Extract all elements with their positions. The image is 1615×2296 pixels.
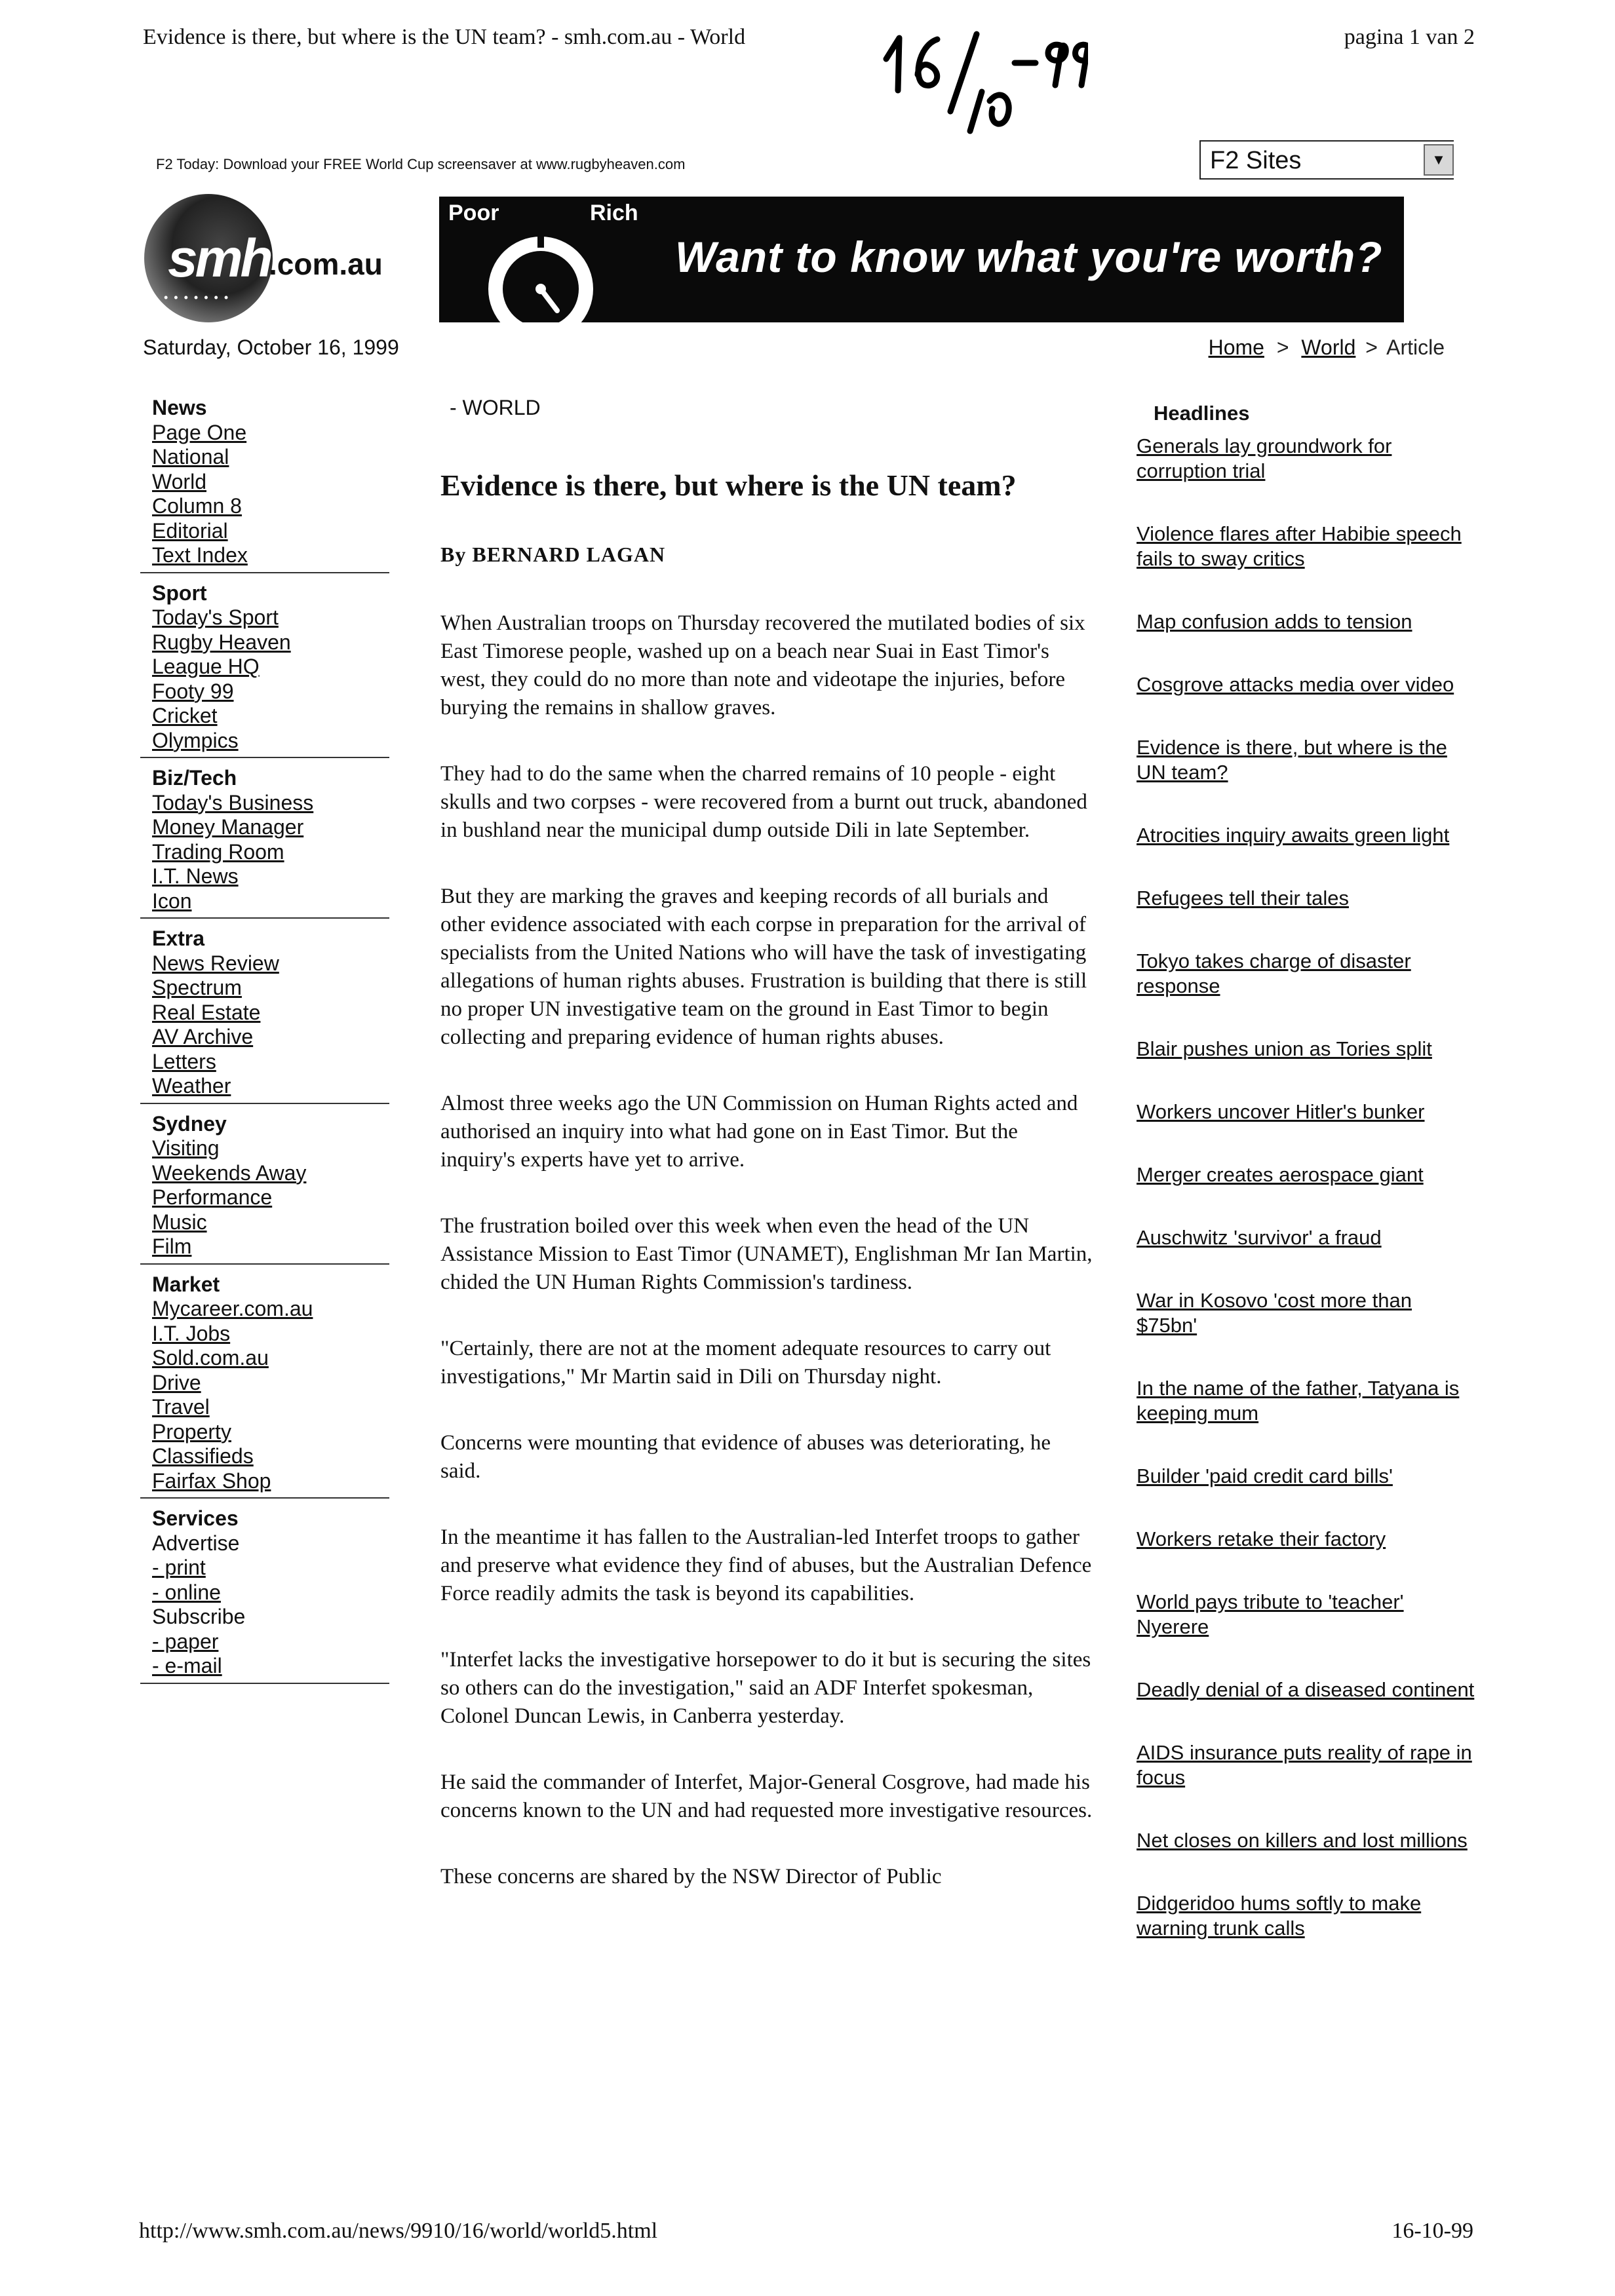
nav-section — [140, 927, 389, 1104]
nav-link[interactable]: Cricket — [152, 704, 218, 727]
breadcrumb-separator: > — [1276, 335, 1289, 359]
nav-link[interactable]: Film — [152, 1234, 192, 1258]
article-paragraph: When Australian troops on Thursday recovered the mutilated bodies of six East Timorese people, washed up on a beach near Suai in East Timor's west, they could do no more than note and videotape the injuries, before burying the remains in shallow graves. — [440, 611, 1085, 719]
left-nav — [140, 396, 389, 1692]
gauge-icon — [485, 233, 596, 322]
nav-link[interactable]: Performance — [152, 1185, 273, 1209]
nav-link[interactable]: Trading Room — [152, 839, 284, 864]
nav-section — [140, 1272, 389, 1499]
headline-link[interactable]: Atrocities inquiry awaits green light — [1137, 824, 1450, 847]
handwritten-date-annotation — [872, 20, 1088, 138]
headline-link[interactable]: War in Kosovo 'cost more than $75bn' — [1137, 1289, 1412, 1337]
nav-link[interactable]: Mycareer.com.au — [152, 1297, 313, 1320]
nav-link[interactable]: I.T. Jobs — [152, 1321, 231, 1345]
nav-section-heading: Market — [152, 1272, 220, 1296]
logo-mark: smh — [168, 229, 271, 288]
nav-link[interactable]: Footy 99 — [152, 679, 234, 703]
nav-link[interactable]: Spectrum — [152, 976, 242, 999]
article-byline: By BERNARD LAGAN — [440, 543, 666, 566]
f2-sites-select[interactable] — [1199, 140, 1454, 180]
breadcrumb-world-link[interactable]: World — [1301, 335, 1356, 359]
nav-link[interactable]: Money Manager — [152, 815, 304, 839]
headline-link[interactable]: Violence flares after Habibie speech fails to sway critics — [1137, 522, 1462, 570]
headline-link[interactable]: Net closes on killers and lost millions — [1137, 1829, 1468, 1852]
nav-link[interactable]: - paper — [152, 1629, 219, 1653]
banner-tagline: Want to know what you're worth? — [675, 233, 1383, 281]
nav-section-heading: News — [152, 396, 207, 419]
headline-link[interactable]: Refugees tell their tales — [1137, 887, 1349, 909]
nav-link[interactable]: Visiting — [152, 1136, 220, 1160]
nav-link[interactable]: Column 8 — [152, 494, 242, 518]
print-footer-date: 16-10-99 — [1391, 2219, 1473, 2243]
article-paragraph: "Certainly, there are not at the moment adequate resources to carry out investigations," Mr Martin said in Dili on Thursday night. — [440, 1337, 1051, 1388]
headline-link[interactable]: In the name of the father, Tatyana is keeping mum — [1137, 1377, 1460, 1425]
nav-section-heading: Biz/Tech — [152, 766, 237, 790]
nav-link[interactable]: Olympics — [152, 728, 239, 752]
nav-link[interactable]: Property — [152, 1419, 231, 1444]
nav-link[interactable]: Today's Sport — [152, 605, 279, 629]
article-paragraph: Concerns were mounting that evidence of abuses was deteriorating, he said. — [440, 1431, 1051, 1483]
nav-link[interactable]: Editorial — [152, 518, 228, 543]
article-paragraph: These concerns are shared by the NSW Director of Public — [440, 1865, 942, 1888]
nav-section — [140, 581, 389, 759]
nav-section — [140, 766, 389, 919]
article-title: Evidence is there, but where is the UN team? — [440, 469, 1017, 502]
breadcrumb-separator: > — [1365, 335, 1378, 359]
nav-link[interactable]: - print — [152, 1556, 206, 1579]
nav-section-heading: Services — [152, 1506, 239, 1530]
nav-link[interactable]: Sold.com.au — [152, 1346, 269, 1369]
nav-link[interactable]: Classifieds — [152, 1444, 254, 1468]
nav-section-heading: Sydney — [152, 1111, 227, 1136]
nav-link[interactable]: Rugby Heaven — [152, 630, 291, 654]
breadcrumb — [1209, 335, 1445, 360]
print-footer-url: http://www.smh.com.au/news/9910/16/world/world5.html — [139, 2219, 658, 2243]
headline-link[interactable]: Cosgrove attacks media over video — [1137, 673, 1454, 696]
ad-banner[interactable] — [439, 197, 1404, 322]
nav-link[interactable]: League HQ — [152, 655, 260, 678]
headline-link[interactable]: World pays tribute to 'teacher' Nyerere — [1137, 1590, 1404, 1638]
print-header-title: Evidence is there, but where is the UN team? - smh.com.au - World — [143, 25, 746, 49]
nav-link[interactable]: - e-mail — [152, 1654, 222, 1677]
promo-text: F2 Today: Download your FREE World Cup screensaver at www.rugbyheaven.com — [156, 156, 686, 172]
headline-link[interactable]: Map confusion adds to tension — [1137, 610, 1412, 633]
f2-sites-value: F2 Sites — [1210, 147, 1302, 174]
article-paragraph: In the meantime it has fallen to the Australian-led Interfet troops to gather and preserve what evidence they find of abuses, but the Australian Defence Force readily admits the task is beyond its capabilities. — [440, 1525, 1092, 1605]
nav-link[interactable]: Music — [152, 1210, 207, 1234]
banner-rich-label: Rich — [590, 201, 638, 225]
nav-link[interactable]: Text Index — [152, 543, 248, 567]
banner-poor-label: Poor — [448, 201, 499, 225]
nav-link[interactable]: I.T. News — [152, 864, 239, 888]
article-paragraph: The frustration boiled over this week when even the head of the UN Assistance Mission to East Timor (UNAMET), Englishman Mr Ian Martin, chided the UN Human Rights Commission's tardiness. — [440, 1214, 1093, 1294]
breadcrumb-home-link[interactable]: Home — [1208, 335, 1264, 359]
nav-link[interactable]: Icon — [152, 889, 192, 913]
headline-link[interactable]: Workers uncover Hitler's bunker — [1137, 1100, 1425, 1123]
article-paragraph: He said the commander of Interfet, Major-General Cosgrove, had made his concerns known to the UN and had requested more investigative resources. — [440, 1770, 1093, 1822]
article-paragraph: "Interfet lacks the investigative horsepower to do it but is securing the sites so others can do the investigation," said an ADF Interfet spokesman, Colonel Duncan Lewis, in Canberra yesterday. — [440, 1648, 1091, 1728]
headline-link[interactable]: AIDS insurance puts reality of rape in focus — [1137, 1741, 1472, 1789]
nav-section — [140, 1112, 389, 1265]
smh-logo[interactable] — [144, 194, 419, 325]
nav-link[interactable]: Drive — [152, 1370, 201, 1394]
article-paragraph: But they are marking the graves and keeping records of all burials and other evidence associated with each corpse in preparation for the arrival of specialists from the United Nations who will have the task of investigating allegations of human rights abuses. Frustration is building that there is still no proper UN investigative team on the ground in East Timor to begin collecting and preparing evidence of human rights abuses. — [440, 885, 1087, 1049]
nav-link[interactable]: National — [152, 445, 229, 469]
nav-link[interactable]: - online — [152, 1580, 221, 1604]
section-label: - WORLD — [450, 396, 541, 419]
article-paragraph: They had to do the same when the charred remains of 10 people - eight skulls and two corpses - were recovered from a burnt out truck, abandoned in bushland near the municipal dump outside Dili in late September. — [440, 762, 1087, 842]
chevron-down-icon[interactable]: ▼ — [1424, 144, 1454, 176]
headline-link[interactable]: Evidence is there, but where is the UN team? — [1137, 736, 1447, 784]
headlines-list — [1137, 434, 1477, 1941]
breadcrumb-current: Article — [1386, 335, 1445, 359]
headline-link[interactable]: Workers retake their factory — [1137, 1527, 1386, 1550]
print-page-number: pagina 1 van 2 — [1344, 25, 1475, 49]
headline-link[interactable]: Blair pushes union as Tories split — [1137, 1037, 1432, 1060]
headlines-title: Headlines — [1154, 402, 1250, 425]
site-date: Saturday, October 16, 1999 — [143, 335, 399, 359]
nav-link[interactable]: Fairfax Shop — [152, 1468, 271, 1493]
nav-section — [140, 396, 389, 573]
logo-domain: .com.au — [269, 247, 383, 281]
headline-link[interactable]: Generals lay groundwork for corruption trial — [1137, 434, 1392, 482]
headline-link[interactable]: Merger creates aerospace giant — [1137, 1163, 1424, 1186]
nav-link[interactable]: Weather — [152, 1074, 231, 1098]
nav-link[interactable]: AV Archive — [152, 1025, 254, 1048]
article-body — [440, 609, 1096, 1929]
headlines-panel — [1137, 401, 1477, 1979]
nav-link[interactable]: Letters — [152, 1049, 216, 1073]
nav-link[interactable]: Travel — [152, 1395, 210, 1419]
nav-link[interactable]: Today's Business — [152, 790, 314, 814]
nav-link: Subscribe — [152, 1605, 246, 1628]
headline-link[interactable]: Builder 'paid credit card bills' — [1137, 1464, 1393, 1487]
headline-link[interactable]: Auschwitz 'survivor' a fraud — [1137, 1226, 1382, 1249]
nav-link[interactable]: Page One — [152, 420, 247, 444]
nav-section — [140, 1506, 389, 1684]
nav-link[interactable]: News Review — [152, 951, 279, 975]
nav-link[interactable]: Weekends Away — [152, 1160, 307, 1185]
nav-link[interactable]: Real Estate — [152, 1000, 261, 1024]
logo-dots-icon: • • • • • • • — [164, 291, 230, 304]
headline-link[interactable]: Deadly denial of a diseased continent — [1137, 1678, 1475, 1701]
article-paragraph: Almost three weeks ago the UN Commission on Human Rights acted and authorised an inquiry into what had gone on in East Timor. But the inquiry's experts have yet to arrive. — [440, 1092, 1078, 1172]
nav-link: Advertise — [152, 1531, 240, 1555]
nav-section-heading: Sport — [152, 581, 207, 605]
headline-link[interactable]: Tokyo takes charge of disaster response — [1137, 949, 1411, 997]
nav-link[interactable]: World — [152, 469, 206, 493]
headline-link[interactable]: Didgeridoo hums softly to make warning trunk calls — [1137, 1892, 1422, 1940]
nav-section-heading: Extra — [152, 927, 205, 950]
